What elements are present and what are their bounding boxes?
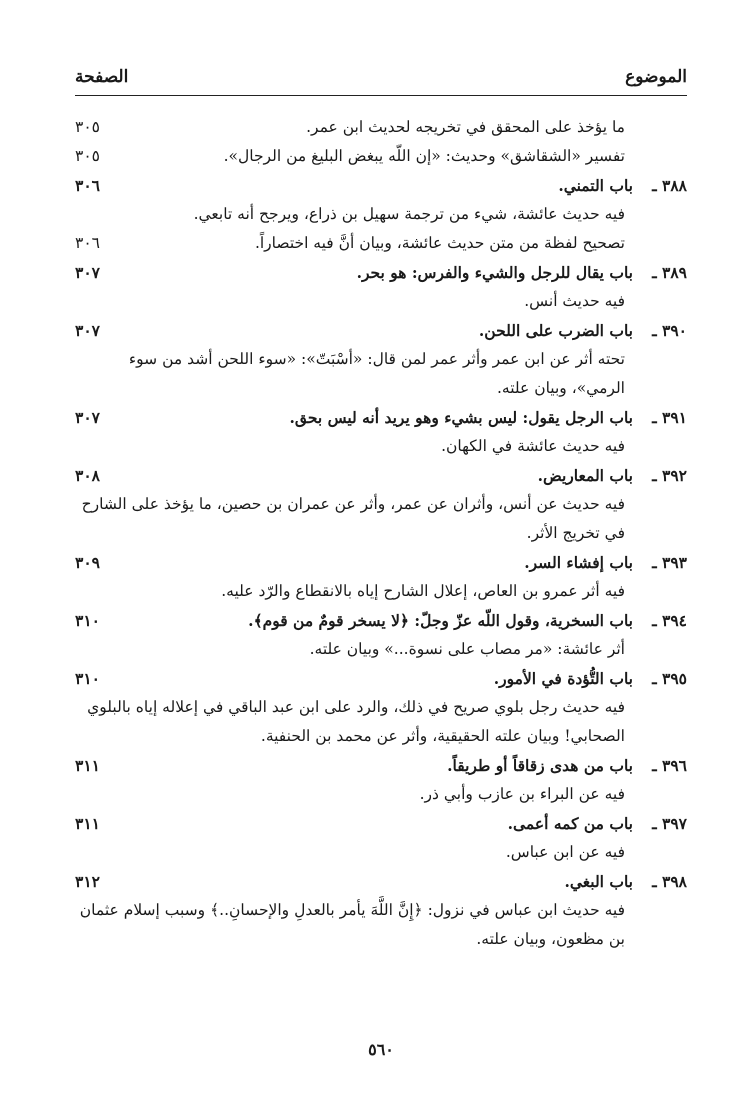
entry-text: أثر عائشة: «مر مصاب على نسوة...» وبيان علته. [309, 640, 625, 658]
entry-note [75, 200, 687, 229]
entry-note [75, 113, 687, 142]
chapter-number: ٣٩٠ ـ [652, 321, 687, 340]
chapter-entry [75, 403, 687, 432]
chapter-number: ٣٩٢ ـ [652, 466, 687, 485]
index-page [75, 55, 687, 1065]
entry-text: فيه حديث عن أنس، وأثران عن عمر، وأثر عن عمران بن حصين، ما يؤخذ على الشارح في تخريج الأثر. [81, 495, 625, 542]
page-ref: ٣١٢ [75, 872, 100, 891]
entry-text: فيه حديث أنس. [524, 292, 625, 310]
chapter-title: باب السخرية، وقول اللّه عزّ وجلّ: ﴿لا يسخر قومٌ من قوم﴾. [248, 611, 633, 630]
chapter-entry [75, 751, 687, 780]
entry-note [75, 142, 687, 171]
entry-note [75, 693, 687, 751]
chapter-entry [75, 809, 687, 838]
page-ref: ٣٠٧ [75, 263, 100, 282]
topic-column-label: الموضوع [625, 67, 687, 87]
chapter-number: ٣٨٨ ـ [652, 176, 687, 195]
chapter-number: ٣٩٦ ـ [652, 756, 687, 775]
chapter-entry [75, 606, 687, 635]
entry-text: تفسير «الشقاشق» وحديث: «إن اللّه يبغض البليغ من الرجال». [223, 147, 625, 165]
page-ref: ٣٠٩ [75, 553, 100, 572]
chapter-title: باب التمني. [558, 176, 633, 195]
chapter-title: باب الرجل يقول: ليس بشيء وهو يريد أنه ليس بحق. [289, 408, 633, 427]
entry-text: فيه حديث رجل بلوي صريح في ذلك، والرد على ابن عبد الباقي في إعلاله إياه بالبلوي الصحابي! وبيان علته الحقيقية، وأثر عن محمد بن الحنفية. [87, 698, 625, 745]
entry-note [75, 577, 687, 606]
chapter-entry [75, 867, 687, 896]
chapter-entry [75, 461, 687, 490]
entry-note [75, 896, 687, 954]
page-ref: ٣٠٧ [75, 321, 100, 340]
page-number: ٥٦٠ [368, 1040, 394, 1059]
chapter-number: ٣٨٩ ـ [652, 263, 687, 282]
index-entries [75, 113, 687, 954]
table-header [75, 63, 687, 95]
chapter-title: باب يقال للرجل والشيء والفرس: هو بحر. [356, 263, 633, 282]
page-ref: ٣٠٦ [75, 176, 100, 195]
entry-text: فيه حديث ابن عباس في نزول: ﴿إِنَّ اللَّهَ يأمر بالعدلِ والإحسانِ..﴾ وسبب إسلام عثمان بن مظعون، وبيان علته. [79, 901, 625, 948]
chapter-title: باب إفشاء السر. [524, 553, 633, 572]
page-ref: ٣١١ [75, 756, 100, 775]
chapter-title: باب الضرب على اللحن. [478, 321, 633, 340]
chapter-title: باب البغي. [564, 872, 633, 891]
chapter-entry [75, 258, 687, 287]
entry-text: فيه عن ابن عباس. [505, 843, 625, 861]
chapter-number: ٣٩٤ ـ [652, 611, 687, 630]
entry-note [75, 490, 687, 548]
entry-note [75, 345, 687, 403]
chapter-number: ٣٩٨ ـ [652, 872, 687, 891]
entry-note [75, 635, 687, 664]
entry-text: فيه حديث عائشة في الكهان. [441, 437, 625, 455]
chapter-entry [75, 664, 687, 693]
entry-note [75, 838, 687, 867]
entry-text: ما يؤخذ على المحقق في تخريجه لحديث ابن عمر. [306, 118, 625, 136]
chapter-number: ٣٩١ ـ [652, 408, 687, 427]
chapter-title: باب المعاريض. [537, 466, 633, 485]
entry-text: تصحيح لفظة من متن حديث عائشة، وبيان أنَّ فيه اختصاراً. [254, 234, 625, 252]
entry-note [75, 287, 687, 316]
page-ref: ٣٠٥ [75, 118, 100, 136]
entry-note [75, 432, 687, 461]
entry-note [75, 780, 687, 809]
chapter-number: ٣٩٣ ـ [652, 553, 687, 572]
chapter-title: باب من هدى زقاقاً أو طريقاً. [447, 756, 633, 775]
page-column-label: الصفحة [75, 67, 129, 87]
page-ref: ٣٠٧ [75, 408, 100, 427]
chapter-number: ٣٩٥ ـ [652, 669, 687, 688]
page-ref: ٣٠٥ [75, 147, 100, 165]
chapter-title: باب من كمه أعمى. [507, 814, 633, 833]
entry-text: تحته أثر عن ابن عمر وأثر عمر لمن قال: «أسْبَتّ»: «سوء اللحن أشد من سوء الرمي»، وبيان علته. [128, 350, 625, 397]
entry-text: فيه عن البراء بن عازب وأبي ذر. [419, 785, 625, 803]
page-ref: ٣٠٦ [75, 234, 100, 252]
header-divider [75, 95, 687, 96]
page-ref: ٣١١ [75, 814, 100, 833]
entry-text: فيه حديث عائشة، شيء من ترجمة سهيل بن ذراع، ويرجح أنه تابعي. [193, 205, 625, 223]
chapter-entry [75, 548, 687, 577]
chapter-number: ٣٩٧ ـ [652, 814, 687, 833]
page-ref: ٣٠٨ [75, 466, 100, 485]
page-ref: ٣١٠ [75, 669, 100, 688]
page-ref: ٣١٠ [75, 611, 100, 630]
chapter-title: باب التُّؤدة في الأمور. [493, 669, 633, 688]
entry-note [75, 229, 687, 258]
chapter-entry [75, 316, 687, 345]
entry-text: فيه أثر عمرو بن العاص، إعلال الشارح إياه بالانقطاع والرّد عليه. [221, 582, 625, 600]
chapter-entry [75, 171, 687, 200]
